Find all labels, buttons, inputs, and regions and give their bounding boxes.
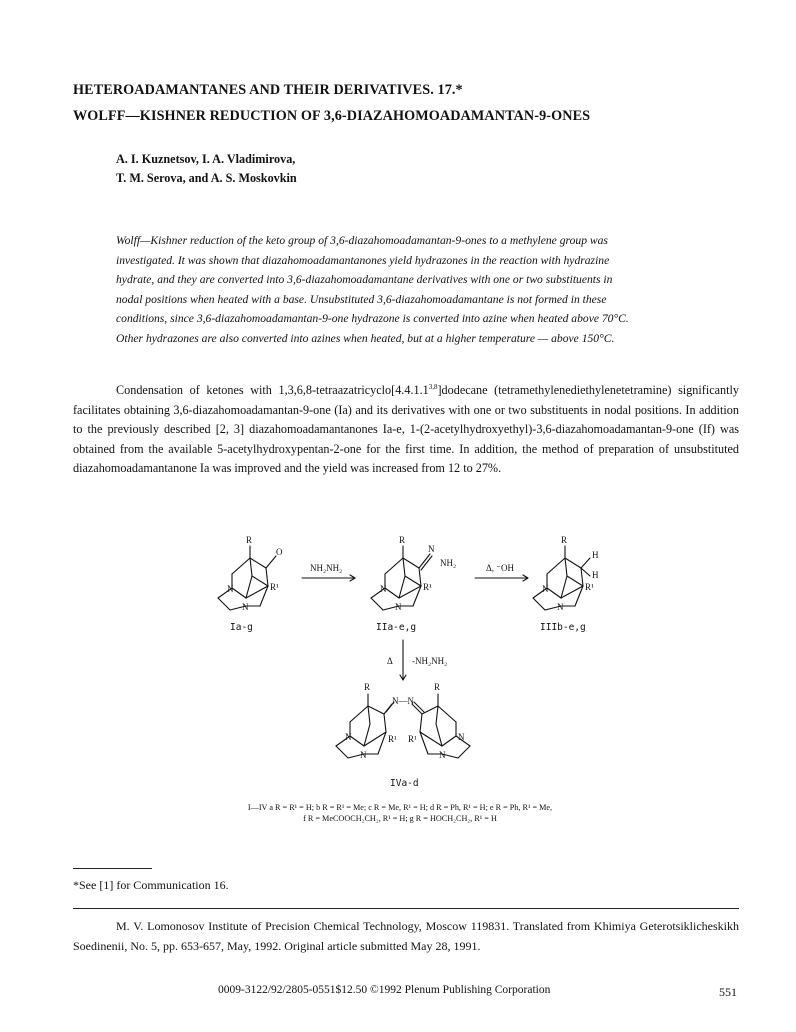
- azine-label: N—N: [392, 696, 414, 706]
- compound-label: IIIb-e,g: [540, 622, 586, 633]
- scheme-legend: [180, 802, 620, 824]
- authors-line-2: T. M. Serova, and A. S. Moskovkin: [116, 171, 297, 185]
- atom-label: R: [561, 535, 568, 545]
- affiliation: [73, 917, 739, 956]
- atom-label: R: [434, 682, 441, 692]
- atom-label: R¹: [270, 582, 279, 592]
- atom-label: R¹: [585, 582, 594, 592]
- reaction-scheme: [190, 528, 620, 793]
- atom-label: N: [458, 732, 465, 742]
- atom-label: N: [557, 602, 564, 612]
- affiliation-divider: [73, 908, 739, 909]
- structure-iiib-e-g: [533, 546, 590, 610]
- reagent-label: NH₂NH₂: [310, 563, 343, 573]
- abstract-line: investigated. It was shown that diazahomoadamantanones yield hydrazones in the reaction with hydrazine: [116, 253, 610, 267]
- atom-label: N: [428, 544, 435, 554]
- legend-line-2: f R = MeCOOCH₂CH₂, R¹ = H; g R = HOCH₂CH₂, R¹ = H: [303, 814, 497, 823]
- atom-label: R¹: [408, 734, 417, 744]
- title-line-2: WOLFF—KISHNER REDUCTION OF 3,6-DIAZAHOMOADAMANTAN-9-ONES: [73, 108, 591, 124]
- body-text-part: Condensation of ketones with 1,3,6,8-tetraazatricyclo[4.4.1.1: [116, 383, 429, 398]
- atom-label: H: [592, 550, 599, 560]
- atom-label: N: [380, 584, 387, 594]
- atom-label: R¹: [388, 734, 397, 744]
- affiliation-text: M. V. Lomonosov Institute of Precision Chemical Technology, Moscow 119831. Translated from Khimiya Geterotsiklicheskikh Soedinenii, No. 5, pp. 653-657, May, 1992. Original article submitted May 28, 1991.: [73, 919, 739, 953]
- legend-line-1: I—IV a R = R¹ = H; b R = R¹ = Me; c R = Me, R¹ = H; d R = Ph, R¹ = H; e R = Ph, R¹ = Me,: [247, 803, 553, 812]
- atom-label: N: [395, 602, 402, 612]
- page-number: 551: [719, 985, 737, 999]
- body-text: [73, 378, 739, 479]
- reagent-label: Δ, ⁻OH: [486, 563, 515, 573]
- abstract-line: hydrate, and they are converted into 3,6-diazahomoadamantane derivatives with one or two substituents in: [116, 273, 613, 286]
- abstract: [116, 231, 698, 348]
- abstract-line: nodal positions when heated with a base. Unsubstituted 3,6-diazahomoadamantane is not formed in these: [116, 292, 607, 306]
- authors-line-1: A. I. Kuznetsov, I. A. Vladimirova,: [116, 152, 296, 166]
- structure-iia-e-g: [371, 546, 432, 610]
- abstract-line: Wolff—Kishner reduction of the keto group of 3,6-diazahomoadamantan-9-ones to a methylene group was: [116, 234, 608, 247]
- footnote: *See [1] for Communication 16.: [73, 878, 229, 892]
- atom-label: N: [439, 750, 446, 760]
- atom-label: N: [360, 750, 367, 760]
- atom-label: N: [542, 584, 549, 594]
- atom-label: R¹: [423, 582, 432, 592]
- reagent-label: -NH₂NH₂: [412, 656, 448, 666]
- body-paragraph: [73, 378, 739, 479]
- atom-label: R: [364, 682, 371, 692]
- atom-label: H: [592, 570, 599, 580]
- compound-label: Ia-g: [230, 622, 253, 633]
- atom-label: N: [345, 732, 352, 742]
- copyright-line: 0009-3122/92/2805-0551$12.50 ©1992 Plenum Publishing Corporation: [218, 984, 551, 996]
- atom-label: NH₂: [440, 558, 457, 568]
- authors: [116, 150, 297, 188]
- structure-ia-g: [218, 546, 276, 610]
- body-text-part: ]dodecane (tetramethylenediethylenetetramine) significantly facilitates obtaining 3,6-diazahomoadamantan-9-one (Ia) and its derivatives with one or two substituents in nodal positions. In addition to the previously described [2, 3] diazahomoadamantanones Ia-e, 1-(2-acetylhydroxyethyl)-3,6-diazahomoadamantan-9-one (If) was obtained from the available 5-acetylhydroxypentan-2-one for the first time. In addition, the method of preparation of unsubstituted diazahomoadamantanone Ia was improved and the yield was increased from 12 to 27%.: [73, 383, 739, 476]
- atom-label: N: [227, 584, 234, 594]
- title-line-1: HETEROADAMANTANES AND THEIR DERIVATIVES. 17.*: [73, 82, 463, 98]
- reagent-label: Δ: [387, 656, 393, 666]
- bridge-superscript: 3,8: [428, 383, 438, 391]
- atom-label: N: [242, 602, 249, 612]
- compound-label: IIa-e,g: [376, 622, 417, 633]
- footnote-divider: [73, 868, 152, 869]
- abstract-line: Other hydrazones are also converted into azines when heated, but at a higher temperature — above 150°C.: [116, 331, 615, 345]
- abstract-line: conditions, since 3,6-diazahomoadamantan-9-one hydrazone is converted into azine when heated above 70°C.: [116, 312, 629, 325]
- atom-label: R: [246, 535, 253, 545]
- atom-label: R: [399, 535, 406, 545]
- atom-label: O: [276, 547, 283, 557]
- compound-label: IVa-d: [390, 778, 419, 789]
